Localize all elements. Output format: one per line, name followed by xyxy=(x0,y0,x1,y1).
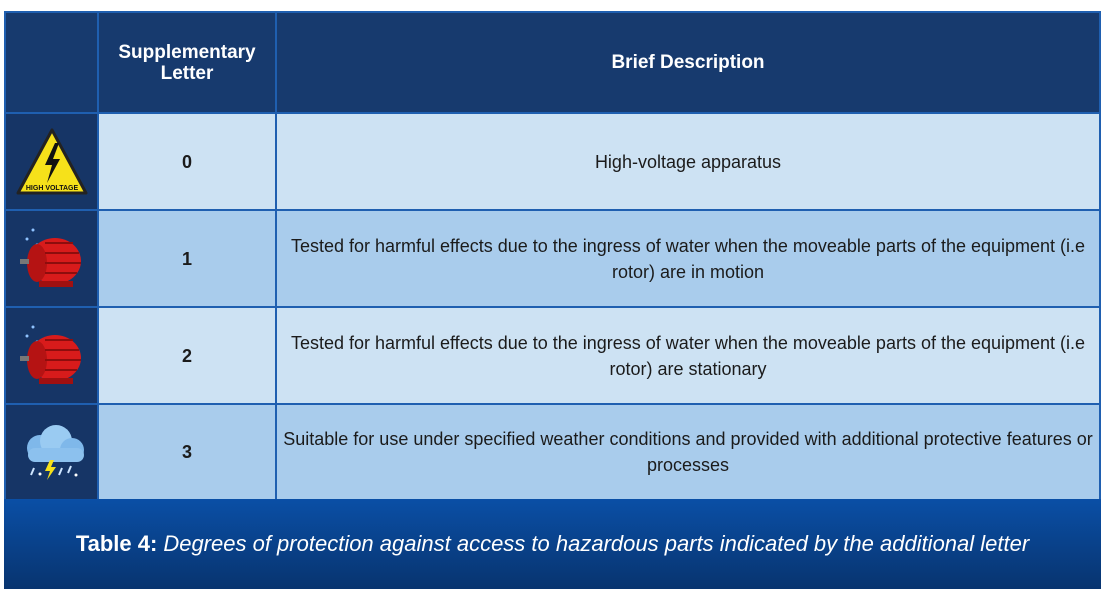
table-row xyxy=(5,113,1100,210)
header-row xyxy=(5,12,1100,113)
table-row xyxy=(5,210,1100,307)
high-voltage-icon xyxy=(15,127,89,197)
header-letter: Supplementary Letter xyxy=(98,12,276,113)
row-letter: 1 xyxy=(98,210,276,307)
row-icon-cell xyxy=(5,404,98,500)
header-description: Brief Description xyxy=(276,12,1100,113)
motor-stationary-icon xyxy=(15,320,89,392)
row-description: High-voltage apparatus xyxy=(276,113,1100,210)
table-caption xyxy=(4,499,1101,589)
row-letter: 2 xyxy=(98,307,276,404)
header-icon-cell xyxy=(5,12,98,113)
caption-lead: Table 4: xyxy=(75,531,158,556)
table-frame xyxy=(4,11,1101,589)
caption-text: Degrees of protection against access to hazardous parts indicated by the additional letter xyxy=(163,531,1030,556)
motor-running-icon xyxy=(15,223,89,295)
protection-table xyxy=(4,11,1101,501)
row-icon-cell xyxy=(5,210,98,307)
weather-cloud-icon xyxy=(14,422,90,482)
svg-text:HIGH VOLTAGE: HIGH VOLTAGE xyxy=(25,184,78,192)
row-letter: 0 xyxy=(98,113,276,210)
row-description: Tested for harmful effects due to the ingress of water when the moveable parts of the equipment (i.e rotor) are stationary xyxy=(276,307,1100,404)
row-description: Tested for harmful effects due to the ingress of water when the moveable parts of the equipment (i.e rotor) are in motion xyxy=(276,210,1100,307)
row-icon-cell xyxy=(5,307,98,404)
row-description: Suitable for use under specified weather conditions and provided with additional protective features or processes xyxy=(276,404,1100,500)
row-icon-cell xyxy=(5,113,98,210)
row-letter: 3 xyxy=(98,404,276,500)
table-row xyxy=(5,307,1100,404)
table-row xyxy=(5,404,1100,500)
